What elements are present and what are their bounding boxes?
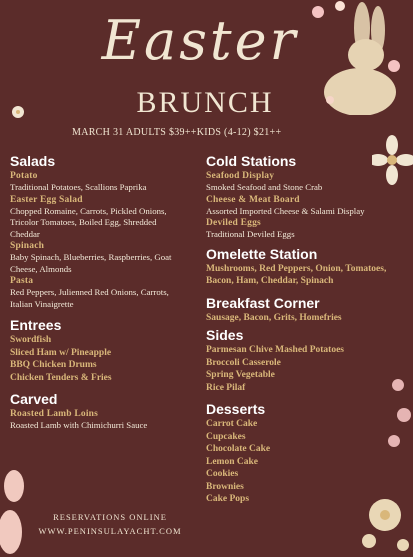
reservations-info [30, 510, 190, 538]
list-item: Swordfish [10, 335, 52, 345]
breakfast-heading: Breakfast Corner [206, 294, 320, 311]
cold-stations-heading: Cold Stations [206, 153, 297, 169]
spinach-heading: Spinach [10, 241, 45, 251]
desserts-heading: Desserts [206, 401, 266, 417]
list-item: Lemon Cake [206, 456, 258, 467]
left-column [10, 150, 185, 432]
list-item: Cupcakes [206, 431, 246, 442]
list-item: Broccoli Casserole [206, 357, 281, 368]
potato-description: Traditional Potatoes, Scallions Paprika [10, 182, 147, 192]
pasta-heading: Pasta [10, 276, 34, 286]
potato-heading: Potato [10, 171, 38, 181]
list-item: Chocolate Cake [206, 444, 271, 454]
seafood-description: Smoked Seafood and Stone Crab [206, 182, 323, 192]
easter-egg-salad-description: Chopped Romaine, Carrots, Pickled Onions, Tricolor Tomatoes, Boiled Egg, Shredded Cheddar [10, 205, 167, 239]
spinach-description: Baby Spinach, Blueberries, Raspberries, Goat Cheese, Almonds [10, 252, 172, 274]
list-item: Cookies [206, 469, 239, 479]
salads-heading: Salads [10, 153, 56, 169]
list-item: Cake Pops [206, 494, 250, 504]
brunch-title: BRUNCH [136, 86, 274, 119]
lamb-description: Roasted Lamb with Chimichurri Sauce [10, 420, 148, 430]
list-item: Parmesan Chive Mashed Potatoes [206, 345, 344, 355]
list-item: Brownies [206, 481, 244, 492]
list-item: Sliced Ham w/ Pineapple [10, 347, 112, 358]
cheese-board-description: Assorted Imported Cheese & Salami Display [206, 205, 365, 216]
easter-egg-salad-heading: Easter Egg Salad [10, 194, 83, 205]
lamb-heading: Roasted Lamb Loins [10, 409, 99, 419]
date-price-line: MARCH 31 ADULTS $39++KIDS (4-12) $21++ [72, 127, 282, 138]
reservations-line: RESERVATIONS ONLINE [53, 512, 167, 522]
sides-heading: Sides [206, 327, 244, 343]
omelette-heading: Omelette Station [206, 245, 318, 262]
pasta-description: Red Peppers, Julienned Red Onions, Carrots, Italian Vinaigrette [10, 287, 169, 309]
deviled-eggs-heading: Deviled Eggs [206, 218, 261, 228]
deviled-eggs-description: Traditional Deviled Eggs [206, 229, 295, 239]
omelette-ingredients: Mushrooms, Red Peppers, Onion, Tomatoes, Bacon, Ham, Cheddar, Spinach [206, 263, 387, 286]
breakfast-items: Sausage, Bacon, Grits, Homefries [206, 312, 342, 323]
carved-heading: Carved [10, 391, 58, 407]
entrees-heading: Entrees [10, 317, 62, 333]
cheese-board-heading: Cheese & Meat Board [206, 194, 300, 205]
easter-script-title: Easter [101, 9, 299, 72]
list-item: Spring Vegetable [206, 370, 275, 380]
list-item: Chicken Tenders & Fries [10, 372, 112, 383]
list-item: BBQ Chicken Drums [10, 360, 97, 370]
list-item: Carrot Cake [206, 419, 258, 429]
website-link[interactable]: WWW.PENINSULAYACHT.COM [38, 526, 182, 536]
seafood-heading: Seafood Display [206, 171, 275, 181]
flower-icon [10, 104, 26, 120]
list-item: Rice Pilaf [206, 382, 246, 393]
right-column [206, 150, 406, 506]
